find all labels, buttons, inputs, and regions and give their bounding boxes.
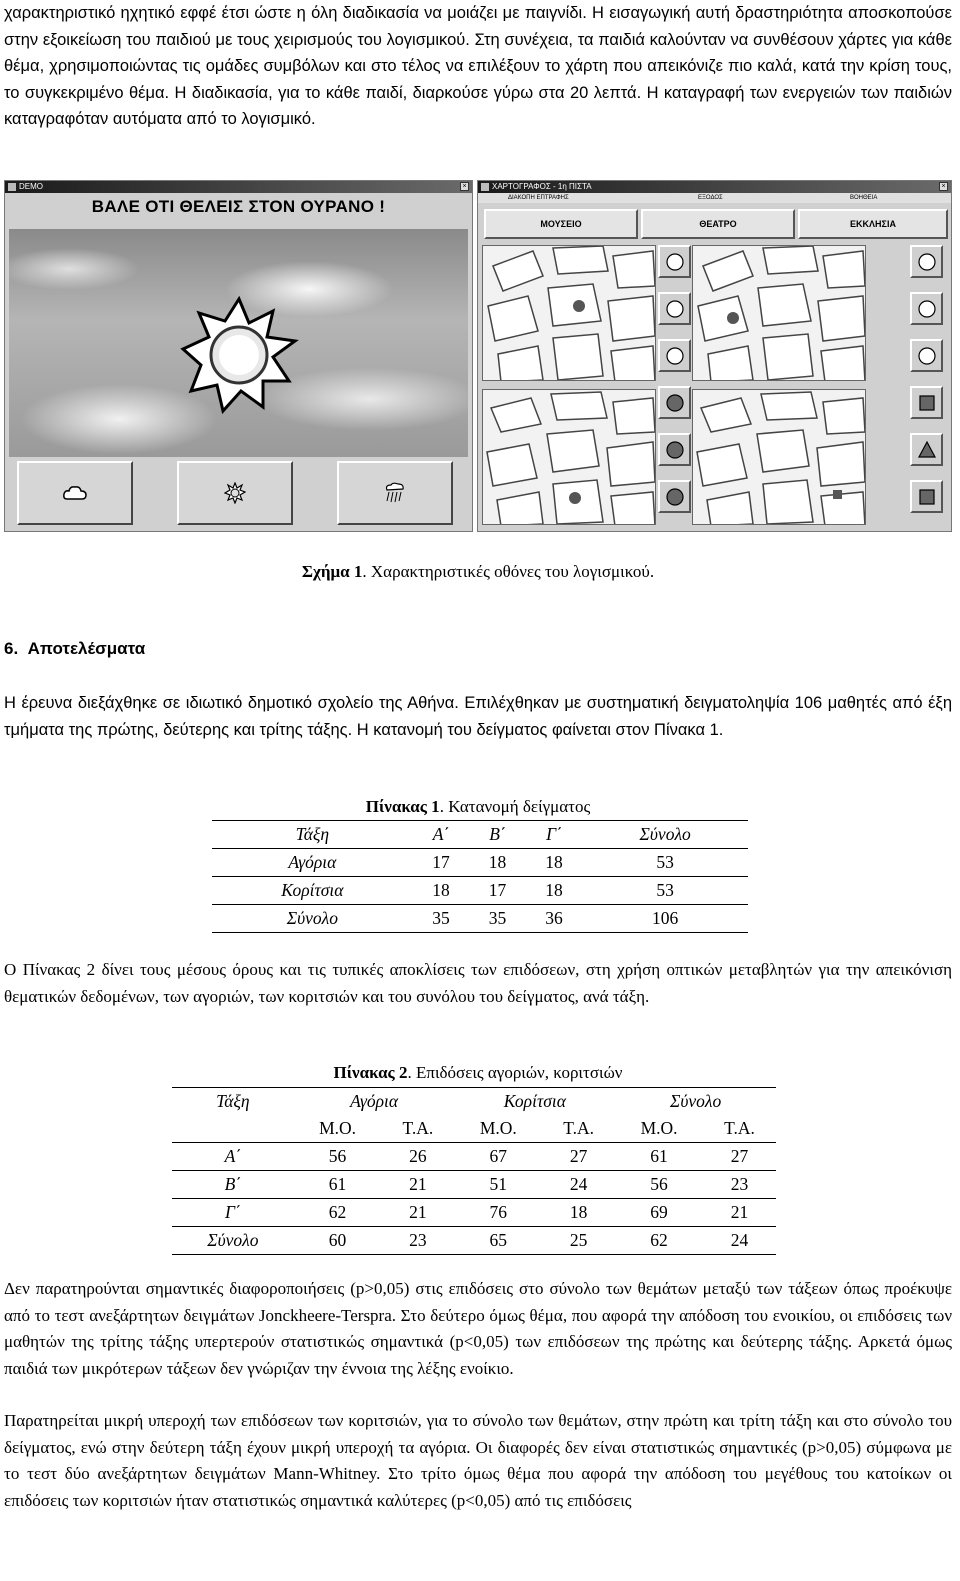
table-row xyxy=(212,877,748,905)
table1-label: Πίνακας 1 xyxy=(365,797,440,816)
cloud-button[interactable] xyxy=(17,461,133,525)
table-cell: Σύνολο xyxy=(212,905,413,933)
table-cell: 17 xyxy=(469,877,526,905)
circle-dark-icon xyxy=(665,393,685,413)
circle-white-icon xyxy=(917,346,937,366)
maps-window xyxy=(477,180,952,532)
table-cell: 56 xyxy=(615,1171,703,1199)
table-cell: 18 xyxy=(526,849,583,877)
table-row xyxy=(172,1143,776,1171)
table-header-cell: Τ.Α. xyxy=(402,1118,434,1138)
table-header-cell: Σύνολο xyxy=(582,821,748,849)
menu-item[interactable]: ΒΟΗΘΕΙΑ xyxy=(850,195,878,201)
table-cell: 17 xyxy=(413,849,470,877)
circle-white-icon xyxy=(665,252,685,272)
table-header-cell: Σύνολο xyxy=(615,1088,776,1116)
table-header-row xyxy=(212,821,748,849)
table1-title-text: . Κατανομή δείγματος xyxy=(439,797,591,816)
demo-window xyxy=(4,180,473,532)
map-thumbnail[interactable] xyxy=(482,389,656,525)
table-cell: 18 xyxy=(469,849,526,877)
table-header-cell: Γ΄ xyxy=(526,821,583,849)
rain-icon xyxy=(383,481,407,505)
section-number: 6. xyxy=(4,639,19,658)
symbol-button[interactable] xyxy=(910,245,943,278)
table-cell: 69 xyxy=(615,1199,703,1227)
table-cell: 60 xyxy=(294,1227,382,1255)
table-cell: 23 xyxy=(703,1171,776,1199)
menu-item[interactable]: ΔΙΑΚΟΠΗ ΕΠΤΡΑΦΗΣ xyxy=(508,195,569,201)
table-cell: Β΄ xyxy=(172,1171,294,1199)
map-thumbnail[interactable] xyxy=(692,245,866,381)
intro-paragraph: χαρακτηριστικό ηχητικό εφφέ έτσι ώστε η όλη διαδικασία να μοιάζει με παιγνίδι. Η εισαγωγική αυτή δραστηριότητα αποσκοπούσε στην εξοικείωση του παιδιού με τους χειρισμούς του λογισμικού. Στη συνέχεια, τα παιδιά καλούνταν να συνθέσουν χάρτες για κάθε θέμα, χρησιμοποιώντας τις ομάδες συμβόλων και στο τέλος να επιλέξουν το χάρτη που απεικόνιζε πιο καλά, κατά την κρίση τους, το συγκεκριμένο θέμα. Η διαδικασία, για το κάθε παιδί, διαρκούσε γύρω στα 20 λεπτά. Η καταγραφή των ενεργειών των παιδιών καταγραφόταν αυτόματα από το λογισμικό. xyxy=(4,4,952,128)
square-dark-icon xyxy=(917,487,937,507)
paragraph: Παρατηρείται μικρή υπεροχή των επιδόσεων των κοριτσιών, για το σύνολο των θεμάτων, στην πρώτη και τρίτη τάξη και στο σύνολο του δείγματος, ενώ στην δεύτερη τάξη έχουν μικρή υπεροχή τα αγόρια. Οι διαφορές δεν είναι στατιστικώς σημαντικές (p>0,05) σύμφωνα με το τεστ δύο ανεξάρτητων δειγμάτων Mann-Whitney. Στο τρίτο όμως θέμα που αφορά την απόδοση του μεγέθους του κατοίκων οι επιδόσεις των κοριτσιών ήταν στατιστικώς σημαντικά καλύτερες (p<0,05) από τις επιδόσεις xyxy=(4,1411,952,1510)
table2-title xyxy=(4,1063,952,1083)
table-header-cell: Τάξη xyxy=(172,1088,294,1116)
table-cell: 18 xyxy=(526,877,583,905)
paragraph: Δεν παρατηρούνται σημαντικές διαφοροποιήσεις (p>0,05) στις επιδόσεις στο σύνολο των θεμάτων μεταξύ των τάξεων όπως προέκυψε από το τεστ ανεξάρτητων δειγμάτων Jonckheere-Terspra. Στο δεύτερο όμως θέμα, που αφορά την απόδοση του ενοικίου, οι επιδόσεις των μαθητών της τρίτης τάξης υπερτερούν στατιστικώς σημαντικά (p<0,05) των επιδόσεων της πρώτης και δεύτερης τάξης. Αρκετά όμως παιδιά των μικρότερων τάξεων δεν γνώριζαν την έννοια της λέξης ενοίκιο. xyxy=(4,1279,952,1378)
symbol-column-right xyxy=(910,245,943,525)
street-map xyxy=(693,246,866,381)
table-cell: 26 xyxy=(381,1143,454,1171)
category-button-church[interactable]: ΕΚΚΛΗΣΙΑ xyxy=(798,209,948,239)
table-cell: 25 xyxy=(542,1227,615,1255)
table-header-cell: Μ.Ο. xyxy=(640,1118,678,1138)
map-thumbnail[interactable] xyxy=(482,245,656,381)
table-header-cell: Αγόρια xyxy=(294,1088,455,1116)
circle-dark-icon xyxy=(665,440,685,460)
symbol-button[interactable] xyxy=(910,339,943,372)
table-header-cell xyxy=(172,1115,294,1143)
street-map xyxy=(483,246,656,381)
table-cell: Σύνολο xyxy=(172,1227,294,1255)
demo-heading: ΒΑΛΕ ΟΤΙ ΘΕΛΕΙΣ ΣΤΟΝ ΟΥΡΑΝΟ ! xyxy=(91,197,386,216)
symbol-button[interactable] xyxy=(658,245,691,278)
table-cell: 76 xyxy=(454,1199,542,1227)
table-cell: 53 xyxy=(582,849,748,877)
table-cell: 106 xyxy=(582,905,748,933)
symbol-button[interactable] xyxy=(658,339,691,372)
table-cell: 21 xyxy=(381,1171,454,1199)
table-cell: Αγόρια xyxy=(212,849,413,877)
table-2 xyxy=(172,1087,776,1255)
table-cell: Α΄ xyxy=(172,1143,294,1171)
symbol-button[interactable] xyxy=(910,292,943,325)
table-cell: Γ΄ xyxy=(172,1199,294,1227)
maps-menubar xyxy=(478,193,951,203)
table-cell: 36 xyxy=(526,905,583,933)
circle-white-icon xyxy=(917,252,937,272)
cloud-icon xyxy=(62,484,88,502)
close-icon[interactable]: × xyxy=(939,182,948,191)
table-subheader-row xyxy=(172,1115,776,1143)
circle-white-icon xyxy=(665,346,685,366)
sun-small-icon xyxy=(224,482,246,504)
caption-text: . Χαρακτηριστικές οθόνες του λογισμικού. xyxy=(362,562,655,581)
table-header-row xyxy=(172,1088,776,1116)
table-cell: 67 xyxy=(454,1143,542,1171)
table-cell: 61 xyxy=(294,1171,382,1199)
category-button-theatre[interactable]: ΘΕΑΤΡΟ xyxy=(641,209,795,239)
table-cell: 24 xyxy=(703,1227,776,1255)
table-cell: 56 xyxy=(294,1143,382,1171)
table-header-cell: Β΄ xyxy=(469,821,526,849)
table-row xyxy=(172,1227,776,1255)
section-heading xyxy=(4,639,145,659)
table-cell: 23 xyxy=(381,1227,454,1255)
paragraph: Ο Πίνακας 2 δίνει τους μέσους όρους και τις τυπικές αποκλίσεις των επιδόσεων, στη χρήση οπτικών μεταβλητών για την απεικόνιση θεματικών δεδομένων, των αγοριών, των κοριτσιών και του συνόλου του δείγματος, ανά τάξη. xyxy=(4,960,952,1006)
rain-button[interactable] xyxy=(337,461,453,525)
table-cell: 27 xyxy=(703,1143,776,1171)
map-thumbnail[interactable] xyxy=(692,389,866,525)
table-row xyxy=(172,1199,776,1227)
table-header-cell: Κορίτσια xyxy=(454,1088,615,1116)
maps-window-title: ΧΑΡΤΟΓΡΑΦΟΣ - 1η ΠΙΣΤΑ xyxy=(492,182,592,191)
table-cell: 18 xyxy=(542,1199,615,1227)
app-icon xyxy=(8,183,16,191)
sun-icon[interactable] xyxy=(179,295,299,415)
table-cell: 62 xyxy=(294,1199,382,1227)
symbol-button[interactable] xyxy=(658,480,691,513)
figure-caption xyxy=(4,562,952,582)
demo-titlebar xyxy=(5,181,472,193)
table-cell: 53 xyxy=(582,877,748,905)
table2-title-text: . Επιδόσεις αγοριών, κοριτσιών xyxy=(407,1063,623,1082)
demo-window-title: DEMO xyxy=(19,182,43,191)
table-cell: 21 xyxy=(381,1199,454,1227)
table-header-cell: Α΄ xyxy=(413,821,470,849)
table-header-cell: Τάξη xyxy=(212,821,413,849)
symbol-button[interactable] xyxy=(910,433,943,466)
close-icon[interactable]: × xyxy=(460,182,469,191)
table-row xyxy=(212,905,748,933)
table-row xyxy=(212,849,748,877)
app-icon xyxy=(481,183,489,191)
triangle-dark-icon xyxy=(917,440,937,460)
table-cell: 27 xyxy=(542,1143,615,1171)
figure-1 xyxy=(4,180,952,532)
table-header-cell: Τ.Α. xyxy=(563,1118,595,1138)
table-cell: 35 xyxy=(469,905,526,933)
section-title: Αποτελέσματα xyxy=(27,639,146,658)
table-cell: Κορίτσια xyxy=(212,877,413,905)
table-cell: 51 xyxy=(454,1171,542,1199)
table-cell: 21 xyxy=(703,1199,776,1227)
table1-title xyxy=(4,797,952,817)
table-cell: 24 xyxy=(542,1171,615,1199)
category-button-museum[interactable]: ΜΟΥΣΕΙΟ xyxy=(484,209,638,239)
table2-label: Πίνακας 2 xyxy=(333,1063,408,1082)
table-header-cell: Τ.Α. xyxy=(724,1118,755,1138)
maps-titlebar xyxy=(478,181,951,193)
caption-label: Σχήμα 1 xyxy=(301,562,363,581)
symbol-button[interactable] xyxy=(910,480,943,513)
square-dark-icon xyxy=(917,393,937,413)
circle-white-icon xyxy=(665,299,685,319)
sun-button[interactable] xyxy=(177,461,293,525)
table-row xyxy=(172,1171,776,1199)
table-cell: 62 xyxy=(615,1227,703,1255)
symbol-button-row xyxy=(9,461,468,527)
menu-item[interactable]: ΕΞΟΔΟΣ xyxy=(698,195,723,201)
street-map xyxy=(693,390,866,525)
symbol-column-left xyxy=(658,245,691,525)
symbol-button[interactable] xyxy=(658,292,691,325)
symbol-button[interactable] xyxy=(910,386,943,419)
table-cell: 61 xyxy=(615,1143,703,1171)
table-header-cell: Μ.Ο. xyxy=(479,1118,517,1138)
table-header-cell: Μ.Ο. xyxy=(319,1118,357,1138)
circle-white-icon xyxy=(917,299,937,319)
table-cell: 35 xyxy=(413,905,470,933)
symbol-button[interactable] xyxy=(658,386,691,419)
sky-canvas[interactable] xyxy=(9,229,468,457)
circle-dark-icon xyxy=(665,487,685,507)
table-cell: 65 xyxy=(454,1227,542,1255)
results-intro-paragraph: Η έρευνα διεξάχθηκε σε ιδιωτικό δημοτικό σχολείο της Αθήνα. Επιλέχθηκαν με συστηματική δειγματοληψία 106 μαθητές από έξη τμήματα της πρώτης, δεύτερης και τρίτης τάξης. Η κατανομή του δείγματος φαίνεται στον Πίνακα 1. xyxy=(4,694,952,739)
table-cell: 18 xyxy=(413,877,470,905)
street-map xyxy=(483,390,656,525)
symbol-button[interactable] xyxy=(658,433,691,466)
table-1 xyxy=(212,820,748,933)
